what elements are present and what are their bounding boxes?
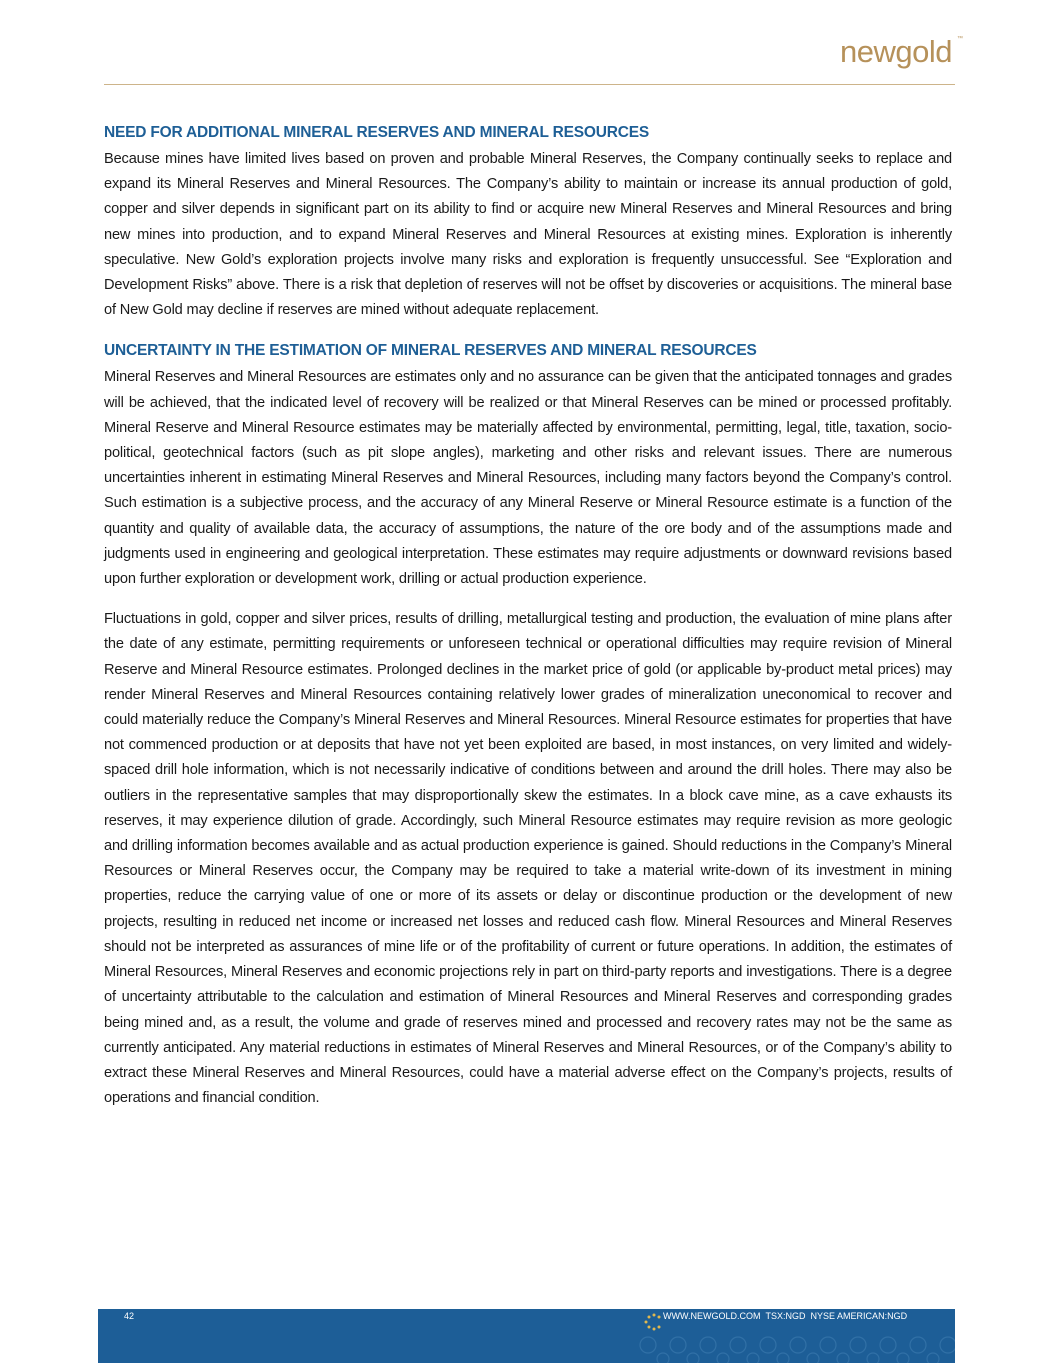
footer-nyse-ticker: NYSE AMERICAN:NGD	[810, 1311, 908, 1321]
trademark-symbol: ™	[957, 36, 963, 42]
section-paragraph: Fluctuations in gold, copper and silver prices, results of drilling, metallurgical testing and production, the evaluation of mine plans after the date of any estimate, permitting requirements or unforeseen technical or operational difficulties may require revision of Mineral Reserve and Mineral Resource estimates. Prolonged declines in the market price of gold (or applicable by-product metal prices) may render Mineral Reserves and Mineral Resources containing relatively lower grades of mineralization uneconomical to recover and could materially reduce the Company’s Mineral Reserves and Mineral Resources. Mineral Resource estimates for properties that have not commenced production or at deposits that have not yet been exploited are based, in most instances, on very limited and widely-spaced drill hole information, which is not necessarily indicative of conditions between and around the drill holes. There may also be outliers in the representative samples that may disproportionally skew the estimates. In a block cave mine, as a cave exhausts its reserves, it may experience dilution of grade. Accordingly, such Mineral Resource estimates may require revision as more geologic and drilling information becomes available and as actual production experience is gained. Should reductions in the Company’s Mineral Resources or Mineral Reserves occur, the Company may be required to take a material write-down of its investment in mining properties, reduce the carrying value of one or more of its assets or delay or discontinue production or the development of new projects, resulting in reduced net income or increased net losses and reduced cash flow. Mineral Resources and Mineral Reserves should not be interpreted as assurances of mine life or of the profitability of current or future operations. In addition, the estimates of Mineral Resources, Mineral Reserves and economic projections rely in part on third-party reports and investigations. There is a degree of uncertainty attributable to the calculation and estimation of Mineral Resources and Mineral Reserves and corresponding grades being mined and, as a result, the volume and grade of reserves mined and processed and recovery rates may not be the same as currently anticipated. Any material reductions in estimates of Mineral Reserves and Mineral Resources, or of the Company’s ability to extract these Mineral Reserves and Mineral Resources, could have a material adverse effect on the Company’s projects, results of operations and financial condition.	[104, 611, 952, 1107]
footer-website-link[interactable]: WWW.NEWGOLD.COM	[663, 1311, 761, 1321]
section-additional-reserves	[104, 120, 952, 323]
footer-pattern-icon	[618, 1323, 955, 1363]
section-heading: UNCERTAINTY IN THE ESTIMATION OF MINERAL RESERVES AND MINERAL RESOURCES	[104, 342, 757, 360]
header-divider	[104, 84, 955, 85]
logo-wordmark: newgold	[840, 34, 952, 69]
footer-tsx-ticker: TSX:NGD	[765, 1311, 806, 1321]
page-number: 42	[124, 1311, 135, 1321]
footer-band	[98, 1309, 955, 1363]
section-heading: NEED FOR ADDITIONAL MINERAL RESERVES AND MINERAL RESOURCES	[104, 124, 650, 141]
footer-links	[663, 1310, 907, 1322]
section-paragraph: Mineral Reserves and Mineral Resources are estimates only and no assurance can be given that the anticipated tonnages and grades will be achieved, that the indicated level of recovery will be realized or that Mineral Reserves can be mined or processed profitably. Mineral Reserve and Mineral Resource estimates may be materially affected by environmental, permitting, legal, title, taxation, socio-political, geotechnical factors (such as pit slope angles), marketing and other risks and relevant issues. There are numerous uncertainties inherent in estimating Mineral Reserves and Mineral Resources, including many factors beyond the Company’s control. Such estimation is a subjective process, and the accuracy of any Mineral Reserve or Mineral Resource estimate is a function of the quantity and quality of available data, the accuracy of assumptions, the nature of the ore body and of the assumptions made and judgments used in engineering and geological interpretation. These estimates may require adjustments or downward revisions based upon further exploration or development work, drilling or actual production experience.	[104, 369, 952, 588]
newgold-logo	[840, 30, 970, 74]
document-body	[104, 120, 952, 1111]
section-paragraph: Because mines have limited lives based on proven and probable Mineral Reserves, the Company continually seeks to replace and expand its Mineral Reserves and Mineral Resources. The Company’s ability to maintain or increase its annual production of gold, copper and silver depends in significant part on its ability to find or acquire new Mineral Reserves and Mineral Resources and bring new mines into production, and to expand Mineral Reserves and Mineral Resources at existing mines. Exploration is inherently speculative. New Gold’s exploration projects involve many risks and exploration is frequently unsuccessful. See “Exploration and Development Risks” above. There is a risk that depletion of reserves will not be offset by discoveries or acquisitions. The mineral base of New Gold may decline if reserves are mined without adequate replacement.	[104, 151, 952, 319]
section-estimation-uncertainty	[104, 338, 952, 1111]
